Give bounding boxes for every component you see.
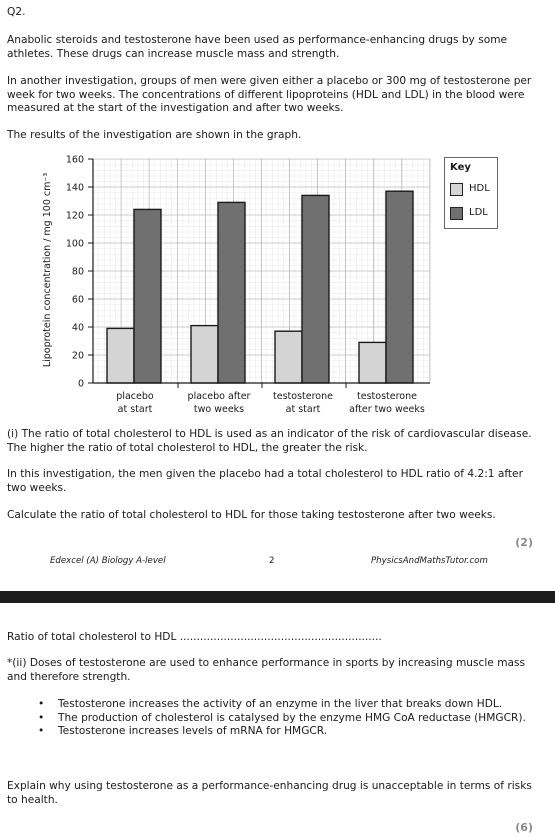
bar-hdl-3 (275, 331, 302, 383)
page-divider (0, 591, 555, 603)
part-i-text: (i) The ratio of total cholesterol to HDL is used as an indicator of the risk of cardiovascular disease. The higher the ratio of total cholesterol to HDL, the greater the risk. (7, 428, 532, 454)
y-tick-label: 40 (71, 322, 84, 334)
footer-page-number: 2 (269, 556, 275, 566)
chart-key (444, 157, 498, 229)
key-hdl-label: HDL (469, 183, 490, 194)
y-tick-label: 100 (65, 238, 84, 250)
x-category-label: testosterone (357, 391, 417, 402)
intro-text: Anabolic steroids and testosterone have been used as performance-enhancing drugs by some athletes. These drugs can increase muscle mass and strength. (7, 34, 508, 60)
bullet-item-3: • Testosterone increases levels of mRNA for HMGCR. (30, 725, 530, 739)
key-title: Key (450, 162, 471, 173)
footer-right: PhysicsAndMathsTutor.com (371, 556, 488, 566)
bar-ldl-2 (218, 202, 245, 383)
results-intro: The results of the investigation are shown in the graph. (7, 129, 302, 141)
placebo-ratio-text: In this investigation, the men given the placebo had a total cholesterol to HDL ratio of 4.2:1 after two weeks. (7, 468, 523, 494)
y-axis-label: Lipoprotein concentration / mg 100 cm⁻³ (42, 172, 53, 368)
marks-part-i: (2) (515, 536, 533, 549)
y-tick-label: 60 (71, 294, 84, 306)
y-tick-label: 120 (65, 210, 84, 222)
key-hdl-swatch (450, 183, 463, 196)
lipoprotein-bar-chart (0, 150, 440, 420)
y-tick-label: 140 (65, 182, 84, 194)
marks-part-ii: (6) (515, 821, 533, 834)
x-category-label: placebo (116, 391, 154, 402)
bar-ldl-4 (386, 191, 413, 383)
x-category-label: two weeks (193, 404, 245, 415)
bullet-item-1: • Testosterone increases the activity of an enzyme in the liver that breaks down HDL. (30, 698, 530, 712)
key-ldl-label: LDL (469, 207, 488, 218)
y-tick-label: 80 (71, 266, 84, 278)
question-number: Q2. (7, 6, 26, 18)
investigation-text: In another investigation, groups of men were given either a placebo or 300 mg of testosterone per week for two weeks. The concentrations of different lipoproteins (HDL and LDL) in the blood were measured at the start of the investigation and after two weeks. (7, 75, 532, 115)
bar-hdl-1 (107, 328, 134, 383)
answer-line: Ratio of total cholesterol to HDL ............................................................ (7, 631, 382, 643)
y-tick-label: 20 (71, 350, 84, 362)
footer-left: Edexcel (A) Biology A-level (50, 556, 166, 566)
y-tick-label: 160 (65, 154, 84, 166)
bullet-item-2: • The production of cholesterol is catalysed by the enzyme HMG CoA reductase (HMGCR). (30, 712, 530, 726)
x-category-label: at start (117, 404, 153, 415)
bullet-list (30, 698, 530, 739)
x-category-label: placebo after (187, 391, 251, 402)
x-category-label: after two weeks (349, 404, 425, 415)
y-tick-label: 0 (77, 378, 84, 390)
x-category-label: testosterone (273, 391, 333, 402)
bar-hdl-2 (191, 326, 218, 383)
x-category-label: at start (285, 404, 321, 415)
key-ldl-swatch (450, 207, 463, 220)
bar-ldl-1 (134, 209, 161, 383)
bar-hdl-4 (359, 342, 386, 383)
calculation-instruction: Calculate the ratio of total cholesterol to HDL for those taking testosterone after two weeks. (7, 509, 496, 521)
explain-instruction: Explain why using testosterone as a performance-enhancing drug is unacceptable in terms of risks to health. (7, 780, 532, 806)
bar-ldl-3 (302, 195, 329, 383)
part-ii-text: *(ii) Doses of testosterone are used to enhance performance in sports by increasing muscle mass and therefore strength. (7, 657, 526, 683)
